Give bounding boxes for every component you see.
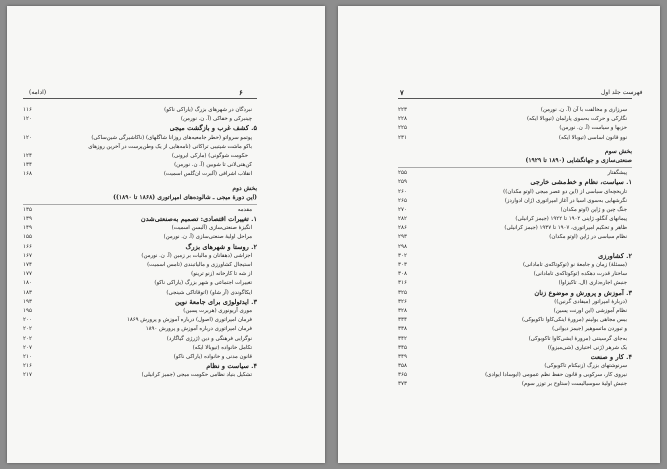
chapter-entry xyxy=(23,243,257,252)
toc-entry xyxy=(398,115,632,124)
left-page-number: ۶ xyxy=(239,88,243,97)
toc-entry xyxy=(398,106,632,115)
toc-entry xyxy=(398,279,632,288)
toc-entry xyxy=(23,307,257,316)
entry-page-number: ۲۵۵ xyxy=(398,170,408,177)
toc-entry xyxy=(398,362,632,371)
chapter-entry xyxy=(23,362,257,371)
entry-page-number: ۳۲۸ xyxy=(398,307,408,314)
entry-title: نبردگان در شهرهای بزرگ (یاراکی ناکو) xyxy=(164,107,252,113)
entry-page-number: ۲۵۹ xyxy=(398,179,408,186)
entry-title: ۱. تغییرات اقتصادی: تصمیم به‌صنعتی‌شدن xyxy=(140,215,257,224)
toc-entry xyxy=(398,335,632,344)
entry-page-number: ۳۶۵ xyxy=(398,372,408,379)
chapter-entry xyxy=(398,289,632,298)
entry-page-number: ۲۶۵ xyxy=(398,197,408,204)
entry-title: استیجال کشاورزی و مالیاتبندی (تامس اسمیت) xyxy=(147,262,252,268)
entry-page-number: ۳۵۸ xyxy=(398,363,408,370)
entry-title: نگارکی و حرکت به‌سوی پارلمان (تیوبالا ایکه) xyxy=(526,116,627,123)
entry-page-number: ۲۲۸ xyxy=(398,116,408,123)
entry-title: نوو قانون اساسی (تیوبالا ایکه) xyxy=(558,134,627,141)
entry-page-number: ۳۰۸ xyxy=(398,271,408,278)
entry-title: از شه تا کارخانه (زنو ترینو) xyxy=(191,271,252,278)
toc-entry xyxy=(23,261,257,270)
toc-entry xyxy=(398,215,632,224)
toc-entry xyxy=(23,289,257,298)
entry-title: حکومت شوگونی) (مارکی ایرونی) xyxy=(171,152,248,159)
entry-page-number: ۲۸۲ xyxy=(398,216,408,223)
entry-page-number: ۱۳۹ xyxy=(23,216,33,223)
toc-entry xyxy=(398,124,632,133)
part-heading xyxy=(23,184,257,193)
toc-entry xyxy=(398,261,632,270)
entry-page-number: ۲۳۱ xyxy=(398,134,408,141)
entry-title: پیمانهای آنگلوـ ژاپنی ۱۹۰۲ تا ۱۹۲۲ (جیمز کرانیلی) xyxy=(515,216,627,223)
entry-title: نوگرایی فرهنگی و دین (ژرژی گیاگارد) xyxy=(166,335,252,342)
entry-page-number: ۳۴۵ xyxy=(398,344,408,351)
left-table-of-contents xyxy=(23,106,257,380)
entry-page-number: ۲۰۰ xyxy=(23,317,33,324)
entry-title: نگرشهایی به‌سوی اسیا در آغاز امپراتوری (ژان ادواردز) xyxy=(504,197,627,204)
entry-title: جنبش اجاره‌داری (ال. تاکیزاوا) xyxy=(558,280,627,287)
toc-entry xyxy=(398,270,632,279)
entry-title: ۴. سیاست و نظام xyxy=(206,362,257,371)
entry-page-number: ۱۹۳ xyxy=(23,298,33,305)
entry-title: جنگ چین و ژاپن (اوتو مکدان) xyxy=(560,206,627,213)
toc-entry xyxy=(398,316,632,325)
left-book-page xyxy=(7,6,325,463)
entry-page-number: ۳۲۶ xyxy=(398,298,408,305)
entry-title: ایکاگوندی (آر شاو) (اتوقاتاکی شینجی) xyxy=(166,289,252,296)
entry-page-number: ۱۷۴ xyxy=(23,262,33,268)
toc-entry xyxy=(23,325,257,334)
entry-page-number: ۱۶۶ xyxy=(23,243,33,250)
right-page-number: ۷ xyxy=(400,88,404,97)
entry-page-number: ۱۵۵ xyxy=(23,234,33,241)
entry-page-number: ۲۸۶ xyxy=(398,225,408,232)
entry-title: فرمان امپراتوری (اصول) درباره آموزش و پرورش ۱۸۶۹ xyxy=(127,317,252,324)
entry-page-number: ۱۱۶ xyxy=(23,107,33,113)
entry-page-number: ۲۱۷ xyxy=(23,372,33,379)
chapter-entry xyxy=(398,353,632,362)
toc-entry xyxy=(23,115,257,124)
entry-title: ۳. آموزش و پرورش و موضوع زنان xyxy=(534,288,632,297)
entry-title: یک شرهر (ژنی اختیاری (شی‌میزو)) xyxy=(547,344,627,351)
entry-title: جنبش اولیهٔ سوسیالیست (ستاوح بر توزر سوم) xyxy=(521,381,627,388)
entry-title: نظام سیاسی در ژاپن (اوتو مکدان) xyxy=(549,234,627,241)
toc-entry xyxy=(398,307,632,316)
entry-title: ۵. کشف غرب و بازگشت میجی xyxy=(169,124,257,133)
entry-page-number: ۱۳۴ xyxy=(23,162,33,169)
toc-entry xyxy=(23,335,257,344)
entry-page-number: ۲۰۷ xyxy=(23,344,33,351)
entry-title: ساختار قدرت دهکده (توکوتاکه‌ی تامادانی) xyxy=(533,271,627,278)
entry-title: سرنوشتهای بزرگ (زنیکتام تاکوبوکی) xyxy=(544,363,627,370)
right-running-head: فهرست جلد اول xyxy=(601,89,643,96)
entry-page-number: ۳۲۵ xyxy=(398,289,408,296)
entry-page-number: ۲۷۰ xyxy=(398,206,408,213)
entry-title: فرمان امپراتوری درباره آموزش و پرورش ۱۸۹۰ xyxy=(145,326,252,333)
toc-entry xyxy=(398,243,632,252)
right-table-of-contents xyxy=(398,106,632,390)
toc-entry xyxy=(23,224,257,233)
entry-page-number: ۲۹۸ xyxy=(398,243,408,250)
toc-entry xyxy=(398,233,632,242)
part-heading xyxy=(398,156,632,165)
entry-title: نظام آموزشی (این اورنت پسین) xyxy=(553,307,627,314)
entry-title: مقدمه xyxy=(237,206,252,213)
entry-title: ۴. کار و صنعت xyxy=(590,352,632,361)
entry-page-number: ۱۴۹ xyxy=(23,225,33,232)
entry-page-number: ۱۹۵ xyxy=(23,307,33,314)
toc-entry xyxy=(398,169,632,178)
entry-title: کن‌هتی‌لانی تا شوبین (آ. ن. نورمن) xyxy=(174,162,252,169)
entry-page-number: ۱۶۷ xyxy=(23,252,33,259)
entry-page-number: ۲۰۲ xyxy=(23,335,33,342)
entry-title: تشکیل بنیاد نظامی حکومت میجی (جمیز کرانیلی) xyxy=(141,372,252,379)
entry-title: ۲. روستا و شهرهای بزرگ xyxy=(185,242,257,251)
entry-title: انقلاب اشرافی (آلبرت ان‌گلس اسمیت) xyxy=(163,171,252,178)
toc-entry xyxy=(398,206,632,215)
entry-page-number: ۳۷۳ xyxy=(398,381,408,388)
toc-entry xyxy=(398,188,632,197)
entry-title: ۱. سیاست، نظام و خط‌مشی خارجی xyxy=(530,178,632,187)
entry-title: بخش دوم xyxy=(232,184,257,192)
toc-entry xyxy=(23,233,257,242)
entry-title: چینبرکی و خفاکی (آ. ن. نورمن) xyxy=(180,116,252,123)
toc-entry xyxy=(398,344,632,353)
toc-entry xyxy=(23,270,257,279)
entry-page-number: ۲۱۶ xyxy=(23,363,33,370)
entry-title: اجزاشی (دهقانان و مالیات بر زمین (آ. ن. نورمن) xyxy=(141,252,252,259)
toc-entry xyxy=(398,298,632,307)
entry-page-number: ۱۳۵ xyxy=(23,206,33,213)
entry-title: موری آریونوری (هربرت پسین) xyxy=(183,307,252,314)
toc-entry xyxy=(398,371,632,380)
entry-title: سرزاری و مخالفت با آن (آ. ن. نورمن) xyxy=(540,107,627,113)
entry-page-number: ۳۳۸ xyxy=(398,326,408,333)
entry-title: تاریخچه‌ای سیاسی از (این دو عصر میجی (اوتو مکدان)) xyxy=(503,188,627,195)
entry-title: نیروی کار، سرکوبی و قانون حفظ نظم عمومی (ایوسادا ایوادی) xyxy=(485,372,627,379)
entry-page-number: ۲۲۵ xyxy=(398,125,408,132)
toc-entry xyxy=(23,106,257,115)
entry-page-number: ۲۶۰ xyxy=(398,188,408,195)
toc-entry xyxy=(23,161,257,170)
entry-title: تغییرات اجتماعی و شهر بزرگ (یاراکی ناکو) xyxy=(154,280,252,287)
entry-page-number: ۳۰۳ xyxy=(398,262,408,268)
entry-title: مراحل اولیهٔ صنعتی‌سازی (آ. ن. نورمن) xyxy=(163,234,252,241)
toc-entry xyxy=(23,252,257,261)
entry-title: بخش سوم xyxy=(604,147,632,155)
entry-title: صنعتی‌سازی و جهانگشایی (۱۸۹۰ تا ۱۹۲۹) xyxy=(525,156,632,164)
toc-entry xyxy=(23,344,257,353)
entry-page-number: ۳۳۴ xyxy=(398,317,408,324)
toc-entry xyxy=(23,134,257,143)
left-header-rule xyxy=(23,98,257,99)
entry-page-number: ۳۱۶ xyxy=(398,280,408,287)
entry-page-number: ۲۱۰ xyxy=(23,353,33,360)
chapter-entry xyxy=(23,215,257,224)
chapter-entry xyxy=(398,178,632,187)
entry-page-number: ۱۷۷ xyxy=(23,271,33,278)
toc-entry xyxy=(398,197,632,206)
entry-title: ۳. ایدئولوژی برای جامعهٔ نوین xyxy=(174,297,257,306)
entry-page-number: ۱۸۳ xyxy=(23,289,33,296)
toc-entry xyxy=(23,371,257,380)
right-header-rule xyxy=(398,98,632,99)
entry-title: حزبها و سیاست (آ. ن. نورمن) xyxy=(559,125,627,132)
toc-entry xyxy=(23,206,257,215)
entry-title: انگیزهٔ صنعتی‌سازی (آلبسن اسمیت) xyxy=(171,225,252,232)
right-book-page xyxy=(338,6,660,463)
toc-entry xyxy=(398,325,632,334)
toc-entry xyxy=(398,380,632,389)
entry-title: باکو ماشت شیتیبی تراکاتی (نامه‌هایی از یک وطن‌پرست در آخرین روزهای xyxy=(88,143,252,150)
entry-title: قانون مدنی و خانواده (یاراکی ناکو) xyxy=(173,353,252,360)
entry-title: (این دورهٔ میجی ـ شالوده‌های امپراتوری (۱۸۶۸ تا ۱۸۹۰)) xyxy=(113,193,257,201)
entry-page-number: ۲۹۳ xyxy=(398,234,408,241)
entry-title: (مسئلهٔ) زمان و جامعهٔ نو (توکوتاکه‌ی تامادانی) xyxy=(522,262,627,268)
entry-page-number: ۱۲۰ xyxy=(23,116,33,123)
entry-page-number: ۱۸۰ xyxy=(23,280,33,287)
part-heading xyxy=(23,193,257,202)
chapter-entry xyxy=(398,252,632,261)
left-running-head: (ادامه) xyxy=(29,89,47,96)
entry-title: پوتمو سرواتو (حطر جامعیه‌های روزانا شاگلهای) (ناکاشیرگی شین‌ساکی) xyxy=(91,134,252,141)
entry-title: و تبوردن ماتسوهیر (جیمز دیوانی) xyxy=(552,326,627,333)
entry-title: تکامل خانواده (تیوبالا ایکه) xyxy=(192,344,252,351)
entry-page-number: ۲۲۳ xyxy=(398,107,408,113)
entry-page-number: ۱۶۸ xyxy=(23,171,33,178)
entry-page-number: ۳۰۲ xyxy=(398,252,408,259)
entry-title: ۲. کشاورزی xyxy=(598,251,632,260)
entry-page-number: ۱۲۴ xyxy=(23,152,33,159)
entry-page-number: ۳۴۹ xyxy=(398,353,408,360)
toc-entry xyxy=(23,170,257,179)
toc-entry xyxy=(23,152,257,161)
toc-entry xyxy=(23,353,257,362)
toc-entry xyxy=(398,224,632,233)
entry-page-number: ۲۰۲ xyxy=(23,326,33,333)
chapter-entry xyxy=(23,124,257,133)
toc-entry xyxy=(23,279,257,288)
entry-title: (دربارهٔ امپراتور (میفادی گرنین)) xyxy=(554,298,627,305)
entry-title: ظاهر و تحکیم امپراتوری، ۱۹۰۷ تا ۱۹۳۷ (جیمز کرانیلی) xyxy=(504,225,627,232)
entry-page-number: ۱۲۰ xyxy=(23,134,33,141)
toc-entry xyxy=(398,134,632,143)
part-heading xyxy=(398,147,632,156)
entry-title: به‌جای گرسینتی (مرورهٔ ایشی‌کاوا تاکوبوکی) xyxy=(528,335,627,342)
chapter-entry xyxy=(23,298,257,307)
toc-entry xyxy=(23,316,257,325)
entry-title: بیس مجاهی یولینم (مرورهٔ اینکی‌کاوا تاکوبوکی) xyxy=(521,317,627,324)
entry-title: پیشگفتار xyxy=(607,170,627,177)
toc-entry xyxy=(23,143,257,152)
entry-page-number: ۳۴۲ xyxy=(398,335,408,342)
